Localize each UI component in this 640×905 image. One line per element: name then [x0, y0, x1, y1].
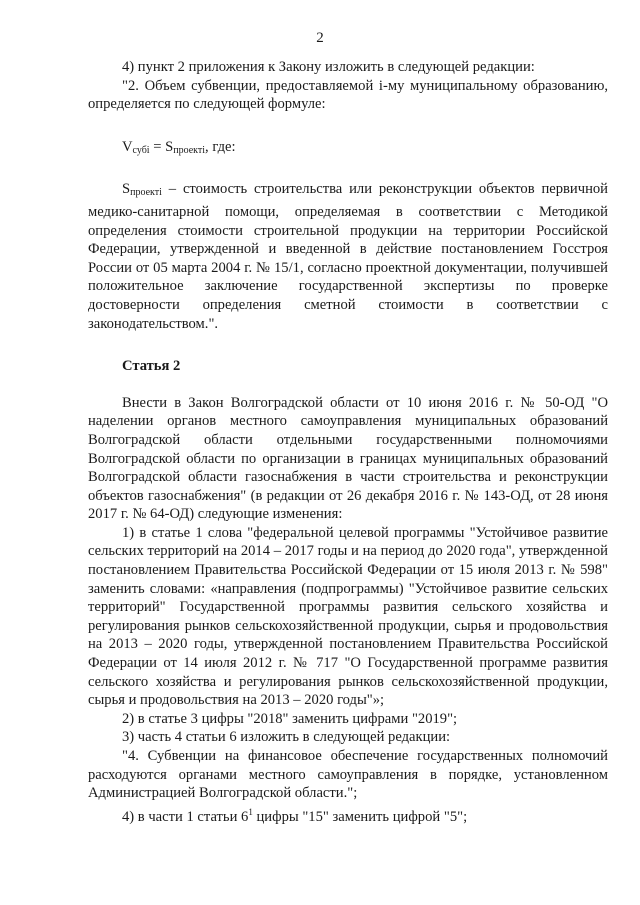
- item4-superscript: 1: [248, 806, 253, 817]
- article2-item3-quote: "4. Субвенции на финансовое обеспечение государственных полномочий расходуются органами местного самоуправления в порядке, установленном Администрацией Волгоградской области.";: [88, 748, 608, 802]
- formula: [88, 138, 608, 161]
- definition-text: – стоимость строительства или реконструкции объектов первичной медико-санитарной помощи, определяемая в соответствии с Методикой определения стоимости строительной продукции на территории Российской Федерации, утвержденной и введенной в действие постановлением Госстроя России от 05 марта 2004 г. № 15/1, согласно проектной документации, получившей положительное заключение государственной экспертизы по проверке достоверности определения сметной стоимости в соответствии с законодательством.".: [88, 181, 608, 332]
- definition-paragraph: [88, 180, 608, 333]
- article2-item1: 1) в статье 1 слова "федеральной целевой программы "Устойчивое развитие сельских территорий на 2014 – 2017 годы и на период до 2020 года", утвержденной постановлением Правительства Российской Федерации от 15 июля 2013 г. № 598" заменить словами: «направления (подпрограммы) "Устойчивое развитие сельских территорий" Государственной программы развития сельского хозяйства и регулирования рынков сельскохозяйственной продукции, сырья и продовольствия на 2013 – 2020 годы, утвержденной постановлением Правительства Российской Федерации от 14 июля 2012 г. № 717 "О Государственной программе развития сельского хозяйства и регулирования рынков сельскохозяйственной продукции, сырья и продовольствия на 2013 – 2020 годы"»;: [88, 524, 608, 709]
- article2-intro: Внести в Закон Волгоградской области от 10 июня 2016 г. № 50-ОД "О наделении органов местного самоуправления муниципальных образований Волгоградской области отдельными государственными полномочиями Волгоградской области по организации в границах муниципальных образований Волгоградской области газоснабжения в части строительства и реконструкции объектов газоснабжения" (в редакции от 26 декабря 2016 г. № 143-ОД, от 28 июня 2017 г. № 64-ОД) следующие изменения:: [88, 394, 608, 523]
- article2-heading: Статья 2: [122, 358, 181, 375]
- formula-v: V: [122, 138, 133, 155]
- formula-v-subscript: субi: [132, 144, 150, 156]
- item4-intro: 4) пункт 2 приложения к Закону изложить в следующей редакции:: [122, 59, 535, 75]
- document-body: [88, 58, 608, 826]
- page-number: 2: [316, 30, 324, 46]
- article2-item2: 2) в статье 3 цифры "2018" заменить цифрами "2019";: [122, 710, 458, 727]
- definition-s-subscript: проектi: [130, 187, 162, 199]
- item4-after: цифры "15" заменить цифрой "5";: [252, 808, 468, 825]
- article2-item4: [88, 803, 608, 827]
- formula-s-subscript: проектi: [173, 144, 206, 156]
- formula-tail: , где:: [205, 138, 236, 155]
- point2-text: "2. Объем субвенции, предоставляемой i-му муниципальному образованию, определяется по следующей формуле:: [88, 77, 608, 113]
- definition-s: S: [122, 181, 131, 198]
- item4-before: 4) в части 1 статьи 6: [122, 808, 249, 825]
- formula-eq: = S: [149, 138, 174, 155]
- article2-item3: 3) часть 4 статьи 6 изложить в следующей редакции:: [122, 729, 451, 746]
